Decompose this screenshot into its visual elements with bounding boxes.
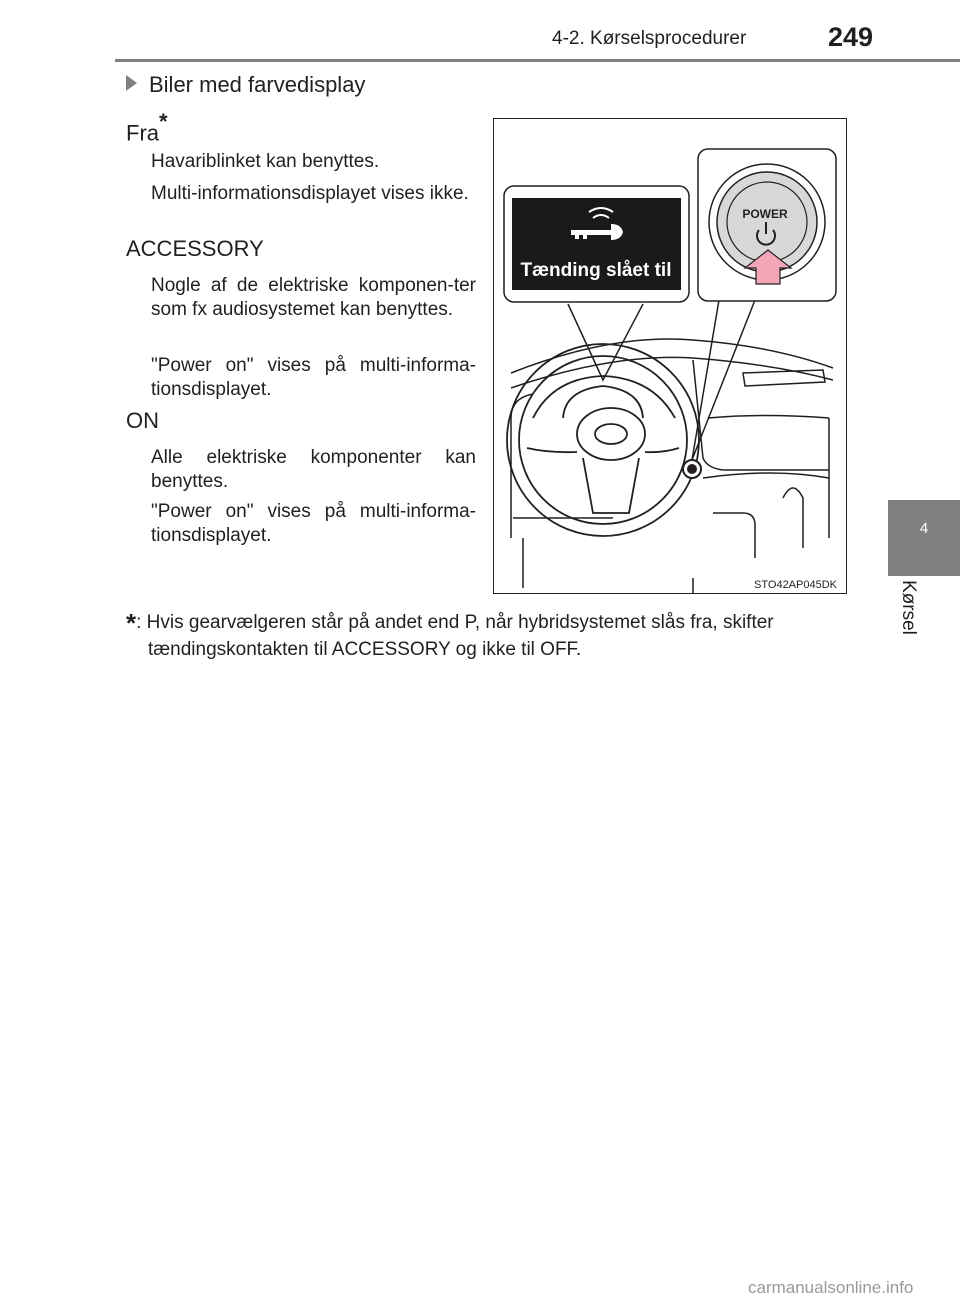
bullet-heading bbox=[126, 72, 365, 98]
chapter-label: Kørsel bbox=[898, 580, 919, 635]
desc-accessory-2: "Power on" vises på multi-informa-tionsdisplayet. bbox=[151, 355, 476, 400]
footnote bbox=[126, 606, 856, 663]
chapter-tab bbox=[888, 500, 960, 576]
display-text: Tænding slået til bbox=[520, 260, 672, 281]
desc-fra-2: Multi-informationsdisplayet vises ikke. bbox=[151, 183, 469, 204]
page-number: 249 bbox=[828, 22, 874, 52]
watermark: carmanualsonline.info bbox=[748, 1278, 914, 1297]
footnote-marker: * bbox=[126, 608, 137, 638]
desc-accessory-1: Nogle af de elektriske komponen-ter som fx audiosystemet kan benyttes. bbox=[151, 275, 476, 320]
footnote-text: : Hvis gearvælgeren står på andet end P, når hybridsystemet slås fra, skifter bbox=[136, 612, 774, 633]
term-fra: Fra* bbox=[126, 109, 168, 146]
desc-fra-1: Havariblinket kan benyttes. bbox=[151, 151, 380, 172]
figure-code: STO42AP045DK bbox=[754, 579, 837, 591]
term-on: ON bbox=[126, 408, 159, 433]
dashboard-figure bbox=[493, 118, 847, 594]
asterisk-marker: * bbox=[159, 109, 168, 134]
desc-on-1: Alle elektriske komponenter kan benyttes. bbox=[151, 447, 476, 492]
chapter-number: 4 bbox=[919, 520, 929, 537]
desc-on-2: "Power on" vises på multi-informa-tionsdisplayet. bbox=[151, 501, 476, 546]
triangle-bullet-icon bbox=[126, 75, 137, 91]
bullet-heading-text: Biler med farvedisplay bbox=[149, 72, 366, 97]
footnote-text-continued: tændingskontakten til ACCESSORY og ikke til OFF. bbox=[148, 639, 582, 660]
header-rule bbox=[115, 59, 960, 62]
header-section-title: 4-2. Kørselsprocedurer bbox=[552, 28, 747, 49]
power-button-label: POWER bbox=[742, 207, 788, 221]
term-accessory: ACCESSORY bbox=[126, 236, 264, 261]
